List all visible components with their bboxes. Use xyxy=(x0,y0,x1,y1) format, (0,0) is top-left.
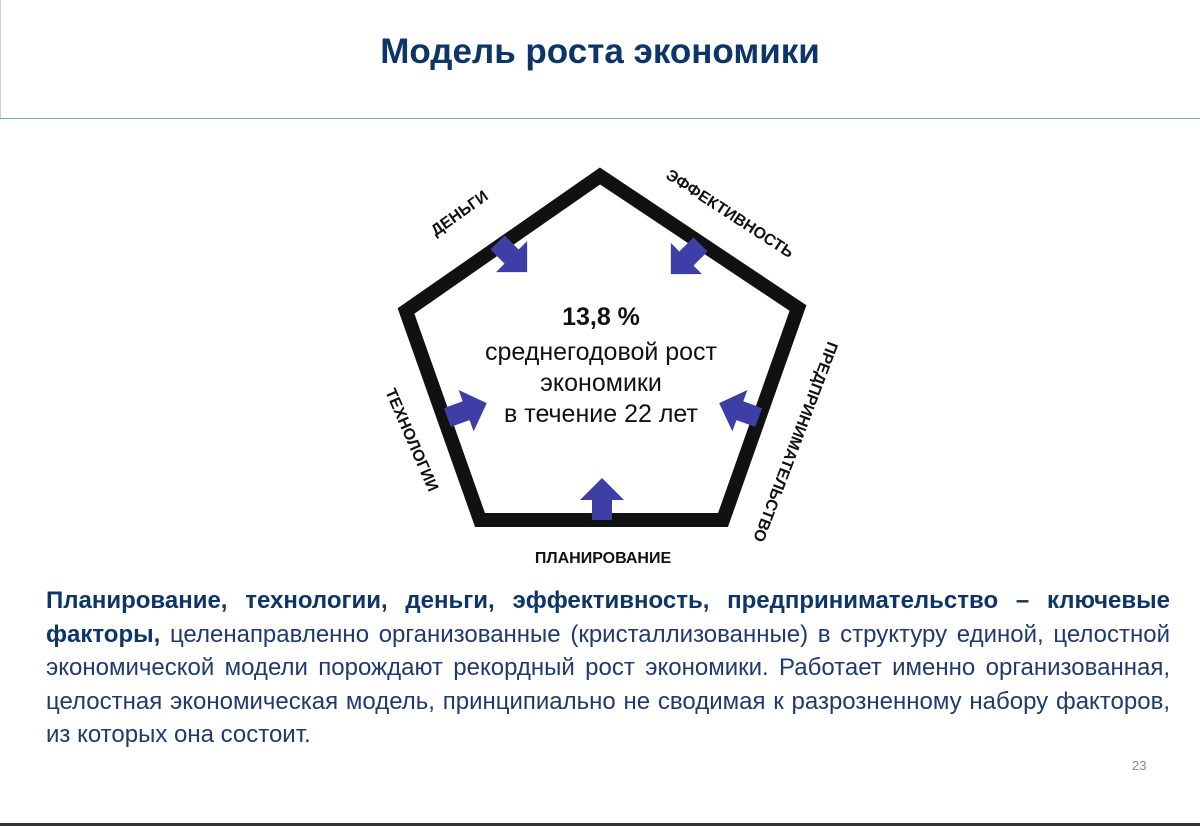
factor-label-efficiency: ЭФФЕКТИВНОСТЬ xyxy=(662,166,797,262)
description-paragraph xyxy=(46,584,1170,752)
growth-caption-line-1: среднегодовой рост xyxy=(484,338,718,366)
factor-label-technology: ТЕХНОЛОГИИ xyxy=(381,386,441,495)
key-factors-lead: Планирование, технологии, деньги, эффективность, предпринимательство – ключевые факторы, xyxy=(46,587,1170,648)
growth-caption-line-2: экономики xyxy=(540,369,662,397)
growth-rate-value: 13,8 % xyxy=(562,303,640,331)
factor-label-money: ДЕНЬГИ xyxy=(428,187,492,240)
slide-title: Модель роста экономики xyxy=(380,32,820,71)
factor-label-entrepreneurship: ПРЕДПРИНИМАТЕЛЬСТВО xyxy=(749,339,841,544)
growth-caption-line-3: в течение 22 лет xyxy=(504,400,698,428)
description-body: целенаправленно организованные (кристаллизованные) в структуру единой, целостной экономической модели порождают рекордный рост экономики. Работает именно организованная, целостная экономическая модель, принципиально не сводимая к разрозненному набору факторов, из которых она состоит. xyxy=(46,620,1170,748)
page-number: 23 xyxy=(1132,758,1147,773)
factor-label-planning: ПЛАНИРОВАНИЕ xyxy=(534,550,672,567)
